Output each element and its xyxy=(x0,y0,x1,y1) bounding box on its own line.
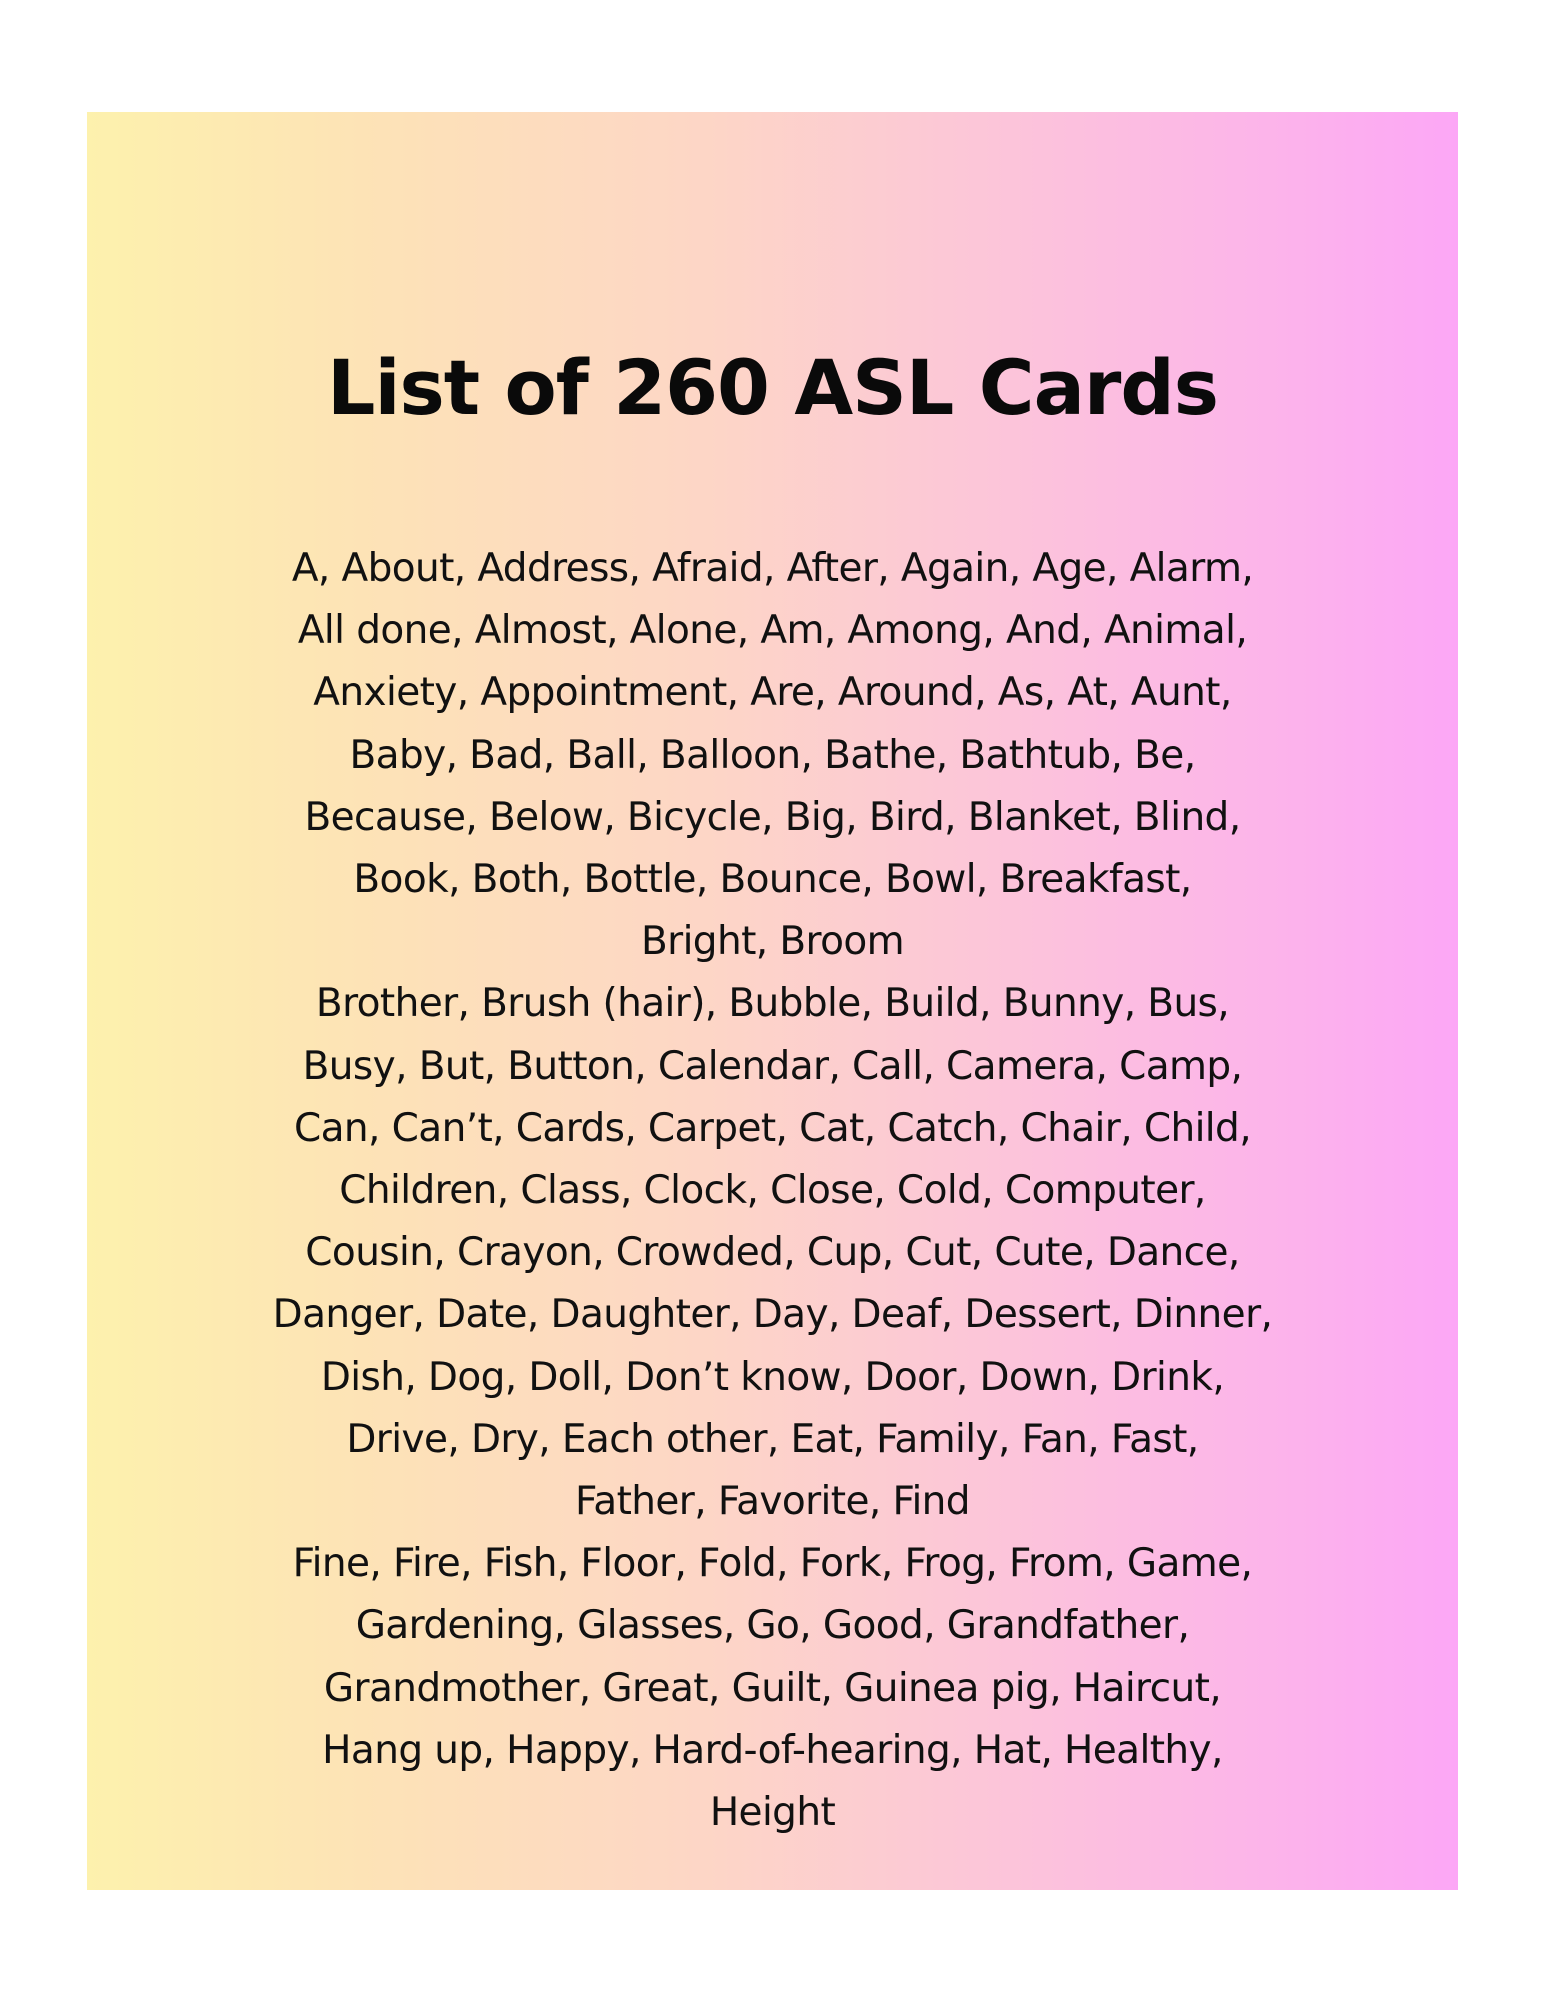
word-list-line: Can, Can’t, Cards, Carpet, Cat, Catch, Chair, Child, xyxy=(294,1105,1251,1151)
word-list-line: Busy, But, Button, Calendar, Call, Camera, Camp, xyxy=(302,1043,1243,1089)
word-list-line: Book, Both, Bottle, Bounce, Bowl, Breakfast, xyxy=(353,857,1192,903)
word-list-line: Baby, Bad, Ball, Balloon, Bathe, Bathtub, Be, xyxy=(349,732,1196,778)
word-list-line: Bright, Broom xyxy=(640,919,905,965)
word-list-line: A, About, Address, Afraid, After, Again, Age, Alarm, xyxy=(291,546,1254,591)
gradient-card xyxy=(87,112,1458,1890)
word-list-line: Height xyxy=(709,1790,836,1836)
word-list-line: Dish, Dog, Doll, Don’t know, Door, Down, Drink, xyxy=(320,1354,1225,1400)
word-list xyxy=(87,538,1458,1844)
word-list-line: Drive, Dry, Each other, Eat, Family, Fan, Fast, xyxy=(346,1416,1199,1462)
word-list-line: Cousin, Crayon, Crowded, Cup, Cut, Cute, Dance, xyxy=(305,1230,1240,1276)
page-title: List of 260 ASL Cards xyxy=(327,343,1218,432)
word-list-line: Brother, Brush (hair), Bubble, Build, Bunny, Bus, xyxy=(315,981,1230,1027)
word-list-line: Anxiety, Appointment, Are, Around, As, At, Aunt, xyxy=(313,670,1232,716)
word-list-line: Hang up, Happy, Hard-of-hearing, Hat, Healthy, xyxy=(322,1727,1223,1773)
word-list-line: All done, Almost, Alone, Am, Among, And, Animal, xyxy=(297,608,1248,654)
word-list-line: Danger, Date, Daughter, Day, Deaf, Dessert, Dinner, xyxy=(272,1292,1273,1338)
word-list-line: Father, Favorite, Find xyxy=(575,1479,970,1525)
word-list-line: Grandmother, Great, Guilt, Guinea pig, Haircut, xyxy=(323,1665,1222,1711)
word-list-line: Gardening, Glasses, Go, Good, Grandfather, xyxy=(355,1603,1190,1649)
word-list-line: Fine, Fire, Fish, Floor, Fold, Fork, Frog, From, Game, xyxy=(292,1541,1253,1587)
word-list-line: Children, Class, Clock, Close, Cold, Computer, xyxy=(339,1168,1206,1214)
word-list-line: Because, Below, Bicycle, Big, Bird, Blanket, Blind, xyxy=(304,794,1241,840)
